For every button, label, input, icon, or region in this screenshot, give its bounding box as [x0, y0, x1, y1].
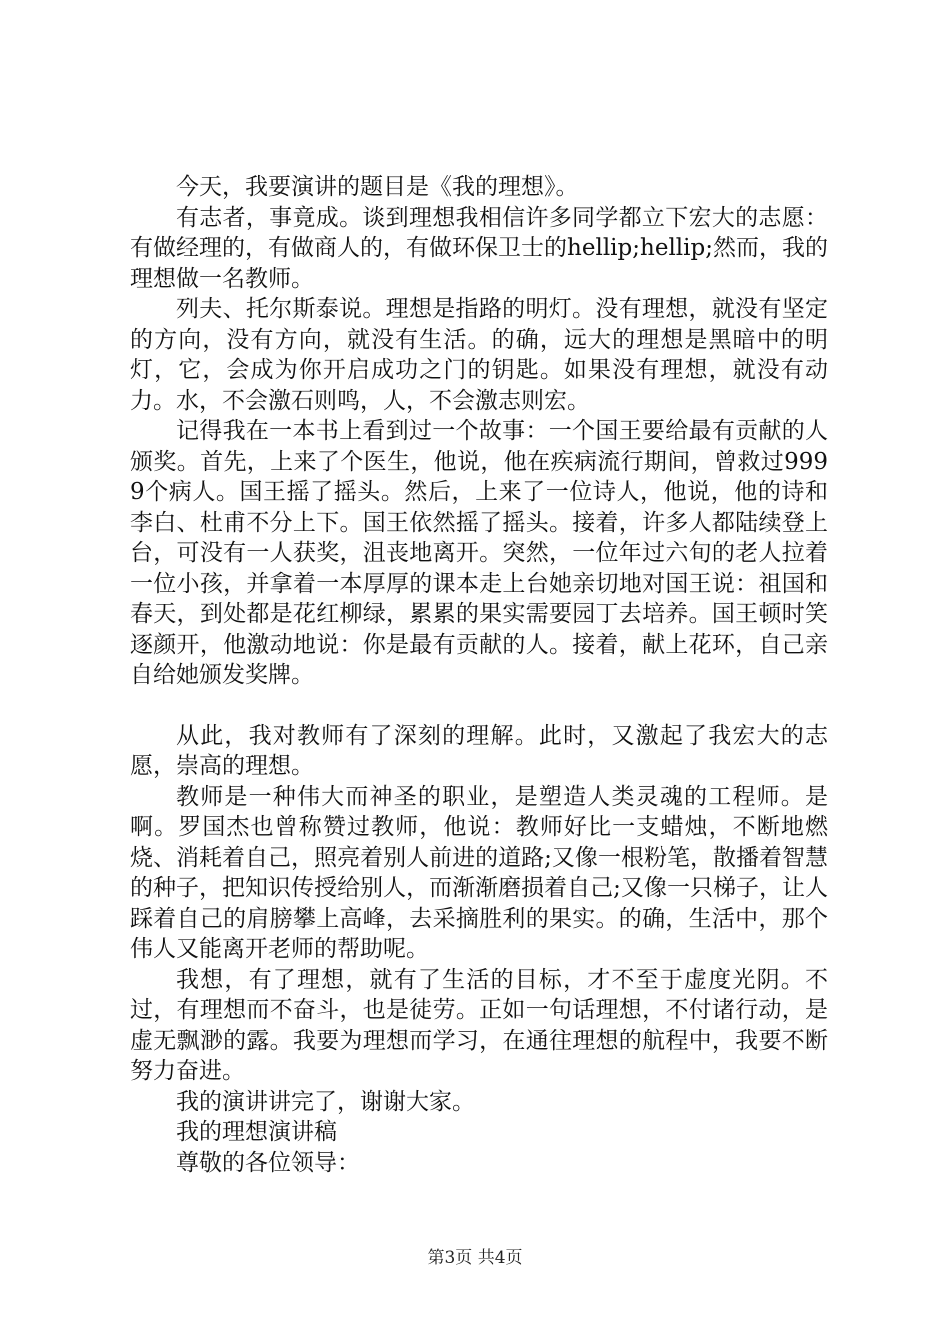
paragraph-intro: 今天，我要演讲的题目是《我的理想》。	[176, 174, 579, 200]
paragraph-closing: 我的演讲讲完了，谢谢大家。	[176, 1088, 475, 1115]
paragraph-aspirations: 有志者，事竟成。谈到理想我相信许多同学都立下宏大的志愿：有做经理的，有做商人的，有做环保卫士的hellip;hellip;然而，我的理想做一名教师。	[130, 204, 828, 292]
paragraph-ideal-and-effort: 我想，有了理想，就有了生活的目标，才不至于虚度光阴。不过，有理想而不奋斗，也是徒劳。正如一句话理想，不付诸行动，是虚无飘渺的露。我要为理想而学习，在通往理想的航程中，我要不断努力奋进。	[130, 966, 828, 1084]
paragraph-next-title: 我的理想演讲稿	[176, 1119, 337, 1145]
paragraph-salutation: 尊敬的各位领导：	[176, 1149, 360, 1176]
document-body	[130, 172, 828, 1178]
paragraph-teacher-profession: 教师是一种伟大而神圣的职业，是塑造人类灵魂的工程师。是啊。罗国杰也曾称赞过教师，他说：教师好比一支蜡烛，不断地燃烧、消耗着自己，照亮着别人前进的道路;又像一根粉笔，散播着智慧的种子，把知识传授给别人，而渐渐磨损着自己;又像一只梯子，让人踩着自己的肩膀攀上高峰，去采摘胜利的果实。的确，生活中，那个伟人又能离开老师的帮助呢。	[130, 783, 828, 962]
paragraph-king-story: 记得我在一本书上看到过一个故事：一个国王要给最有贡献的人颁奖。首先，上来了个医生，他说，他在疾病流行期间，曾救过9999个病人。国王摇了摇头。然后，上来了一位诗人，他说，他的诗和李白、杜甫不分上下。国王依然摇了摇头。接着，许多人都陆续登上台，可没有一人获奖，沮丧地离开。突然，一位年过六旬的老人拉着一位小孩，并拿着一本厚厚的课本走上台她亲切地对国王说：祖国和春天，到处都是花红柳绿，累累的果实需要园丁去培养。国王顿时笑逐颜开，他激动地说：你是最有贡献的人。接着，献上花环，自己亲自给她颁发奖牌。	[130, 418, 828, 688]
paragraph-tolstoy-quote: 列夫、托尔斯泰说。理想是指路的明灯。没有理想，就没有坚定的方向，没有方向，就没有生活。的确，远大的理想是黑暗中的明灯，它，会成为你开启成功之门的钥匙。如果没有理想，就没有动力。水，不会激石则鸣，人，不会激志则宏。	[130, 296, 828, 414]
paragraph-understanding: 从此，我对教师有了深刻的理解。此时，又激起了我宏大的志愿，崇高的理想。	[130, 722, 828, 779]
page-number-footer: 第3页 共4页	[427, 1248, 523, 1268]
